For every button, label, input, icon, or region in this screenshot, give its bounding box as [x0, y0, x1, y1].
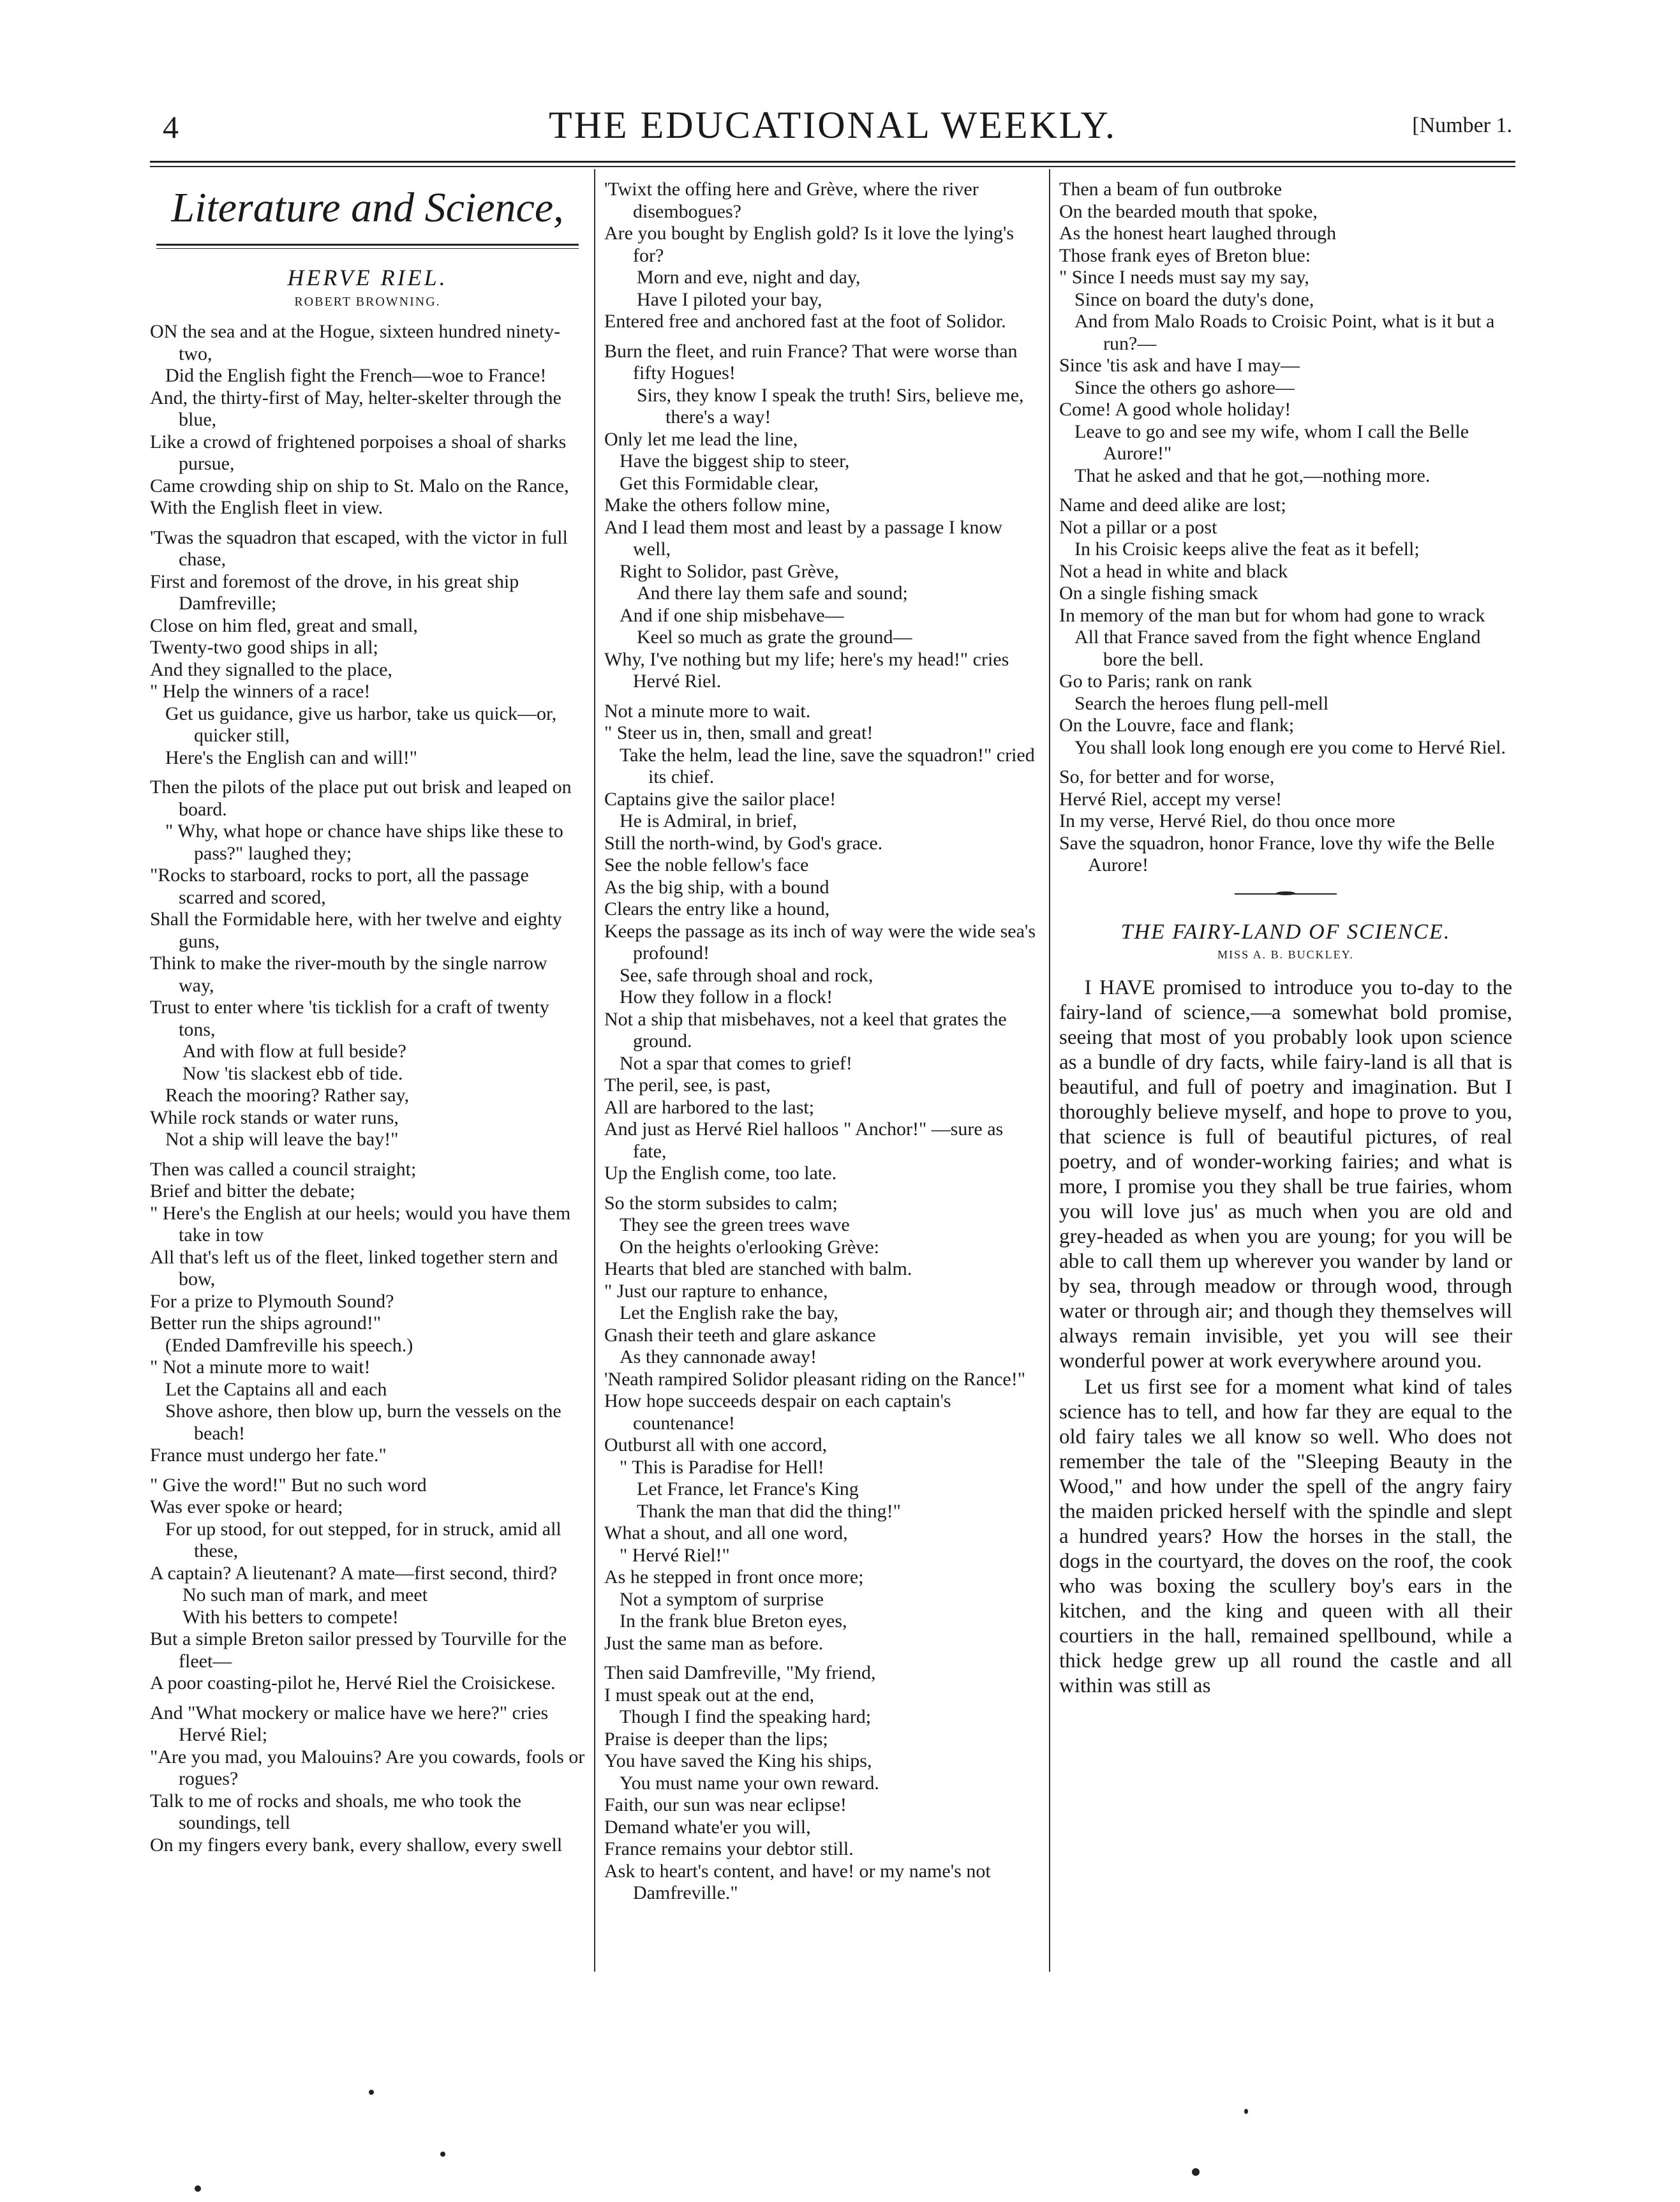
verse-line: " Hervé Riel!" — [620, 1544, 730, 1566]
verse-line: With his betters to compete! — [182, 1606, 399, 1628]
verse-line: Better run the ships aground!" — [150, 1313, 382, 1334]
verse-line: See, safe through shoal and rock, — [620, 964, 873, 986]
verse-line: Brief and bitter the debate; — [150, 1180, 355, 1201]
verse-line: For up stood, for out stepped, for in struck, amid all these, — [165, 1518, 561, 1561]
verse-line: In the frank blue Breton eyes, — [620, 1611, 847, 1632]
verse-line: Praise is deeper than the lips; — [604, 1728, 828, 1750]
stanza — [1059, 766, 1512, 877]
print-speck — [1192, 2168, 1200, 2176]
verse-line: Come! A good whole holiday! — [1059, 399, 1291, 420]
header-rule — [150, 161, 1515, 163]
verse-line: Close on him fled, great and small, — [150, 614, 418, 636]
verse-line: Though I find the speaking hard; — [620, 1706, 872, 1727]
column-divider — [1049, 169, 1050, 1972]
verse-line: Search the heroes flung pell-mell — [1074, 692, 1329, 714]
verse-line: Since 'tis ask and have I may— — [1059, 355, 1300, 376]
verse-line: Right to Solidor, past Grève, — [620, 560, 839, 582]
section-title: Literature and Science, — [171, 184, 564, 231]
verse-line: Not a pillar or a post — [1059, 516, 1217, 538]
verse-line: Not a symptom of surprise — [620, 1588, 824, 1610]
verse-line: All are harbored to the last; — [604, 1096, 815, 1118]
verse-line: You must name your own reward. — [620, 1772, 879, 1794]
stanza — [150, 777, 585, 1151]
verse-line: The peril, see, is past, — [604, 1075, 771, 1096]
print-speck — [195, 2185, 201, 2192]
stanza — [1059, 495, 1512, 759]
verse-line: Sirs, they know I speak the truth! Sirs, believe me, there's a way! — [637, 384, 1024, 428]
poem-column-3 — [1059, 179, 1512, 877]
verse-line: Outburst all with one accord, — [604, 1434, 828, 1455]
verse-line: So, for better and for worse, — [1059, 766, 1275, 787]
verse-line: Demand whate'er you will, — [604, 1816, 811, 1838]
verse-line: France must undergo her fate." — [150, 1445, 387, 1466]
verse-line: On the Louvre, face and flank; — [1059, 715, 1295, 736]
article-title: THE FAIRY-LAND OF SCIENCE. — [1120, 919, 1451, 944]
verse-line: All that France saved from the fight whence England bore the bell. — [1074, 627, 1481, 670]
verse-line: Get us guidance, give us harbor, take us quick—or, quicker still, — [165, 703, 557, 746]
stanza — [604, 341, 1038, 693]
verse-line: Not a ship that misbehaves, not a keel that grates the ground. — [604, 1008, 1007, 1052]
verse-line: See the noble fellow's face — [604, 854, 809, 875]
verse-line: "Are you mad, you Malouins? Are you cowards, fools or rogues? — [150, 1746, 585, 1789]
verse-line: I must speak out at the end, — [604, 1684, 815, 1706]
page-number: 4 — [163, 109, 179, 145]
stanza — [150, 527, 585, 770]
verse-line: Think to make the river-mouth by the single narrow way, — [150, 953, 547, 996]
verse-line: Was ever spoke or heard; — [150, 1496, 343, 1517]
verse-line: Since the others go ashore— — [1074, 376, 1295, 398]
verse-line: How hope succeeds despair on each captain's countenance! — [604, 1390, 951, 1434]
verse-line: As the honest heart laughed through — [1059, 223, 1337, 244]
poem-author: ROBERT BROWNING. — [294, 295, 441, 309]
verse-line: 'Twas the squadron that escaped, with the victor in full chase, — [150, 526, 568, 570]
verse-line: " Steer us in, then, small and great! — [604, 722, 873, 743]
verse-line: Did the English fight the French—woe to France! — [165, 365, 547, 386]
verse-line: Then said Damfreville, "My friend, — [604, 1662, 876, 1683]
verse-line: Hervé Riel, accept my verse! — [1059, 788, 1282, 810]
verse-line: Entered free and anchored fast at the foot of Solidor. — [604, 311, 1006, 332]
verse-line: Came crowding ship on ship to St. Malo on the Rance, — [150, 475, 569, 496]
poem-column-2 — [604, 179, 1038, 1905]
verse-line: France remains your debtor still. — [604, 1838, 854, 1859]
verse-line: " Why, what hope or chance have ships like these to pass?" laughed they; — [165, 821, 563, 864]
verse-line: That he asked and that he got,—nothing more. — [1074, 465, 1431, 486]
verse-line: A captain? A lieutenant? A mate—first second, third? — [150, 1562, 558, 1584]
verse-line: (Ended Damfreville his speech.) — [165, 1334, 413, 1356]
verse-line: " Just our rapture to enhance, — [604, 1280, 828, 1302]
verse-line: Are you bought by English gold? Is it love the lying's for? — [604, 223, 1015, 266]
verse-line: Get this Formidable clear, — [620, 472, 819, 494]
verse-line: Captains give the sailor place! — [604, 788, 836, 810]
verse-line: As he stepped in front once more; — [604, 1566, 864, 1588]
verse-line: Now 'tis slackest ebb of tide. — [182, 1062, 403, 1084]
verse-line: And with flow at full beside? — [182, 1041, 406, 1062]
stanza — [150, 1475, 585, 1695]
verse-line: Have the biggest ship to steer, — [620, 450, 850, 472]
verse-line: He is Admiral, in brief, — [620, 810, 798, 831]
verse-line: A poor coasting-pilot he, Hervé Riel the Croisickese. — [150, 1672, 556, 1693]
verse-line: In his Croisic keeps alive the feat as it befell; — [1074, 539, 1420, 560]
verse-line: And there lay them safe and sound; — [637, 583, 908, 604]
article-paragraph: Let us first see for a moment what kind of tales science has to tell, and how far they are equal to the old fairy tales we all know so well. Who does not remember the tale of the "Sleeping Beauty in the Wood," and how under the spell of the angry fairy the maiden pricked herself with the spindle and slept a hundred years? How the horses in the stall, the dogs in the courtyard, the doves on the roof, the cook who was boxing the scullery boy's ears in the kitchen, and the king and queen with all their courtiers in the hall, remained spellbound, while a thick hedge grew up all round the castle and all within was still as — [1059, 1375, 1512, 1697]
verse-line: Leave to go and see my wife, whom I call the Belle Aurore!" — [1074, 420, 1469, 464]
verse-line: As the big ship, with a bound — [604, 876, 829, 898]
verse-line: Then a beam of fun outbroke — [1059, 179, 1282, 200]
verse-line: Still the north-wind, by God's grace. — [604, 832, 883, 854]
verse-line: And, the thirty-first of May, helter-skelter through the blue, — [150, 387, 561, 430]
verse-line: Let the English rake the bay, — [620, 1302, 838, 1323]
verse-line: " Since I needs must say my say, — [1059, 267, 1309, 288]
verse-line: " This is Paradise for Hell! — [620, 1456, 824, 1478]
verse-line: " Not a minute more to wait! — [150, 1357, 371, 1378]
verse-line: In memory of the man but for whom had gone to wrack — [1059, 604, 1485, 626]
verse-line: All that's left us of the fleet, linked together stern and bow, — [150, 1246, 558, 1290]
verse-line: Not a spar that comes to grief! — [620, 1052, 852, 1074]
verse-line: Go to Paris; rank on rank — [1059, 671, 1253, 692]
print-speck — [369, 2090, 374, 2095]
verse-line: Then was called a council straight; — [150, 1158, 417, 1180]
verse-line: Ask to heart's content, and have! or my name's not Damfreville." — [604, 1860, 991, 1903]
verse-line: Those frank eyes of Breton blue: — [1059, 244, 1311, 266]
verse-line: And they signalled to the place, — [150, 658, 392, 680]
verse-line: Save the squadron, honor France, love thy wife the Belle Aurore! — [1059, 832, 1495, 875]
verse-line: On the heights o'erlooking Grève: — [620, 1236, 879, 1258]
verse-line: Only let me lead the line, — [604, 428, 798, 450]
ornament-divider — [1235, 893, 1337, 895]
verse-line: Up the English come, too late. — [604, 1163, 837, 1184]
verse-line: 'Neath rampired Solidor pleasant riding on the Rance!" — [604, 1368, 1025, 1390]
verse-line: "Rocks to starboard, rocks to port, all the passage scarred and scored, — [150, 865, 529, 908]
verse-line: Why, I've nothing but my life; here's my head!" cries Hervé Riel. — [604, 648, 1009, 692]
verse-line: Gnash their teeth and glare askance — [604, 1324, 876, 1346]
print-speck — [440, 2152, 445, 2157]
verse-line: " Here's the English at our heels; would you have them take in tow — [150, 1202, 571, 1246]
verse-line: Shall the Formidable here, with her twelve and eighty guns, — [150, 909, 562, 952]
verse-line: First and foremost of the drove, in his great ship Damfreville; — [150, 570, 519, 614]
verse-line: Here's the English can and will!" — [165, 747, 418, 768]
article-paragraph: I HAVE promised to introduce you to-day to the fairy-land of science,—a somewhat bold promise, seeing that most of you probably look upon science as a bundle of dry facts, while fairy-land is all that is beautiful, and full of poetry and imagination. But I thoroughly believe myself, and hope to prove to you, that science is full of beautiful pictures, of real poetry, and of wonder-working fairies; and what is more, I promise you they shall be true fairies, whom you will love jus' as much when you are old and grey-headed as when you are young; for you will be able to call them up wherever you wander by land or by sea, through meadow or through wood, through water or through air; and though they themselves will always remain invisible, yet you will see their wonderful power at work everywhere around you. — [1059, 976, 1512, 1373]
verse-line: " Give the word!" But no such word — [150, 1474, 427, 1496]
verse-line: " Help the winners of a race! — [150, 681, 371, 702]
stanza — [1059, 179, 1512, 487]
verse-line: On my fingers every bank, every shallow, every swell — [150, 1834, 563, 1856]
verse-line: And just as Hervé Riel halloos " Anchor!" —sure as fate, — [604, 1119, 1004, 1162]
poem-column-1 — [150, 321, 585, 1856]
verse-line: Not a head in white and black — [1059, 560, 1288, 582]
verse-line: ON the sea and at the Hogue, sixteen hundred ninety-two, — [150, 321, 561, 364]
verse-line: 'Twixt the offing here and Grève, where the river disembogues? — [604, 179, 979, 222]
verse-line: For a prize to Plymouth Sound? — [150, 1290, 394, 1312]
verse-line: Keel so much as grate the ground— — [637, 627, 912, 648]
verse-line: Faith, our sun was near eclipse! — [604, 1794, 847, 1815]
stanza — [604, 1193, 1038, 1655]
verse-line: Clears the entry like a hound, — [604, 898, 830, 919]
verse-line: As they cannonade away! — [620, 1346, 817, 1367]
verse-line: Then the pilots of the place put out brisk and leaped on board. — [150, 777, 572, 820]
verse-line: Let the Captains all and each — [165, 1378, 387, 1400]
page-header — [153, 96, 1512, 153]
verse-line: With the English fleet in view. — [150, 497, 383, 518]
verse-line: And I lead them most and least by a passage I know well, — [604, 516, 1003, 560]
verse-line: Thank the man that did the thing!" — [637, 1500, 901, 1522]
stanza — [604, 701, 1038, 1185]
column-2 — [604, 179, 1038, 1912]
verse-line: Name and deed alike are lost; — [1059, 495, 1286, 516]
verse-line: Not a ship will leave the bay!" — [165, 1129, 399, 1150]
issue-number: [Number 1. — [1412, 114, 1512, 137]
article-author: MISS A. B. BUCKLEY. — [1217, 948, 1354, 961]
stanza — [604, 179, 1038, 333]
verse-line: On a single fishing smack — [1059, 583, 1258, 604]
verse-line: No such man of mark, and meet — [182, 1584, 428, 1605]
verse-line: Let France, let France's King — [637, 1478, 859, 1499]
verse-line: Have I piloted your bay, — [637, 288, 822, 310]
verse-line: Since on board the duty's done, — [1074, 288, 1314, 310]
verse-line: What a shout, and all one word, — [604, 1522, 848, 1544]
stanza — [150, 1159, 585, 1467]
verse-line: And "What mockery or malice have we here?" cries Hervé Riel; — [150, 1702, 549, 1745]
header-rule — [150, 166, 1515, 167]
column-divider — [594, 169, 595, 1972]
verse-line: Keeps the passage as its inch of way were the wide sea's profound! — [604, 920, 1036, 963]
stanza — [150, 1702, 585, 1857]
verse-line: Take the helm, lead the line, save the squadron!" cried its chief. — [620, 744, 1035, 787]
section-rule — [156, 244, 579, 249]
verse-line: So the storm subsides to calm; — [604, 1192, 838, 1214]
verse-line: Just the same man as before. — [604, 1632, 824, 1654]
verse-line: On the bearded mouth that spoke, — [1059, 200, 1318, 222]
stanza — [604, 1662, 1038, 1905]
verse-line: Not a minute more to wait. — [604, 700, 811, 722]
verse-line: You shall look long enough ere you come to Hervé Riel. — [1074, 736, 1506, 758]
verse-line: And if one ship misbehave— — [620, 604, 844, 626]
verse-line: They see the green trees wave — [620, 1214, 850, 1235]
column-3 — [1059, 179, 1512, 1699]
poem-title: HERVE RIEL. — [287, 265, 448, 290]
verse-line: Trust to enter where 'tis ticklish for a craft of twenty tons, — [150, 997, 549, 1040]
verse-line: Hearts that bled are stanched with balm. — [604, 1258, 912, 1279]
verse-line: Like a crowd of frightened porpoises a shoal of sharks pursue, — [150, 431, 567, 474]
verse-line: How they follow in a flock! — [620, 986, 833, 1008]
verse-line: Reach the mooring? Rather say, — [165, 1085, 410, 1106]
verse-line: In my verse, Hervé Riel, do thou once more — [1059, 810, 1395, 831]
verse-line: Talk to me of rocks and shoals, me who took the soundings, tell — [150, 1790, 521, 1833]
verse-line: But a simple Breton sailor pressed by Tourville for the fleet— — [150, 1628, 567, 1672]
verse-line: Burn the fleet, and ruin France? That were worse than fifty Hogues! — [604, 340, 1018, 383]
verse-line: Make the others follow mine, — [604, 495, 831, 516]
masthead: THE EDUCATIONAL WEEKLY. — [548, 104, 1117, 146]
verse-line: You have saved the King his ships, — [604, 1750, 872, 1771]
verse-line: Shove ashore, then blow up, burn the vessels on the beach! — [165, 1401, 561, 1444]
column-1 — [150, 179, 585, 1864]
stanza — [150, 321, 585, 519]
verse-line: Morn and eve, night and day, — [637, 267, 861, 288]
print-speck — [1244, 2109, 1248, 2114]
verse-line: And from Malo Roads to Croisic Point, what is it but a run?— — [1074, 311, 1495, 354]
verse-line: Twenty-two good ships in all; — [150, 637, 378, 658]
verse-line: While rock stands or water runs, — [150, 1106, 399, 1128]
